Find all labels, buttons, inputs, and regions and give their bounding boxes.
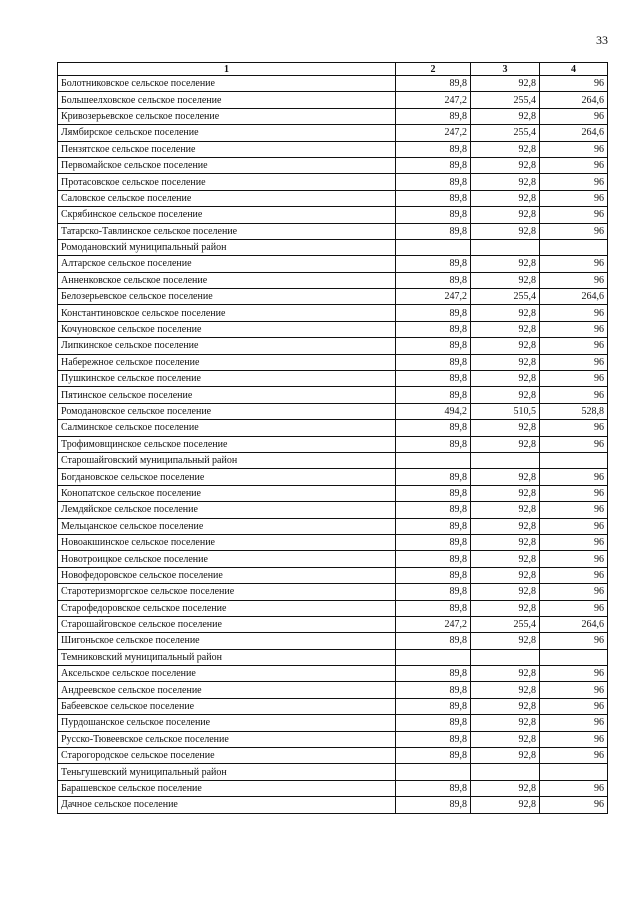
table-row — [58, 633, 608, 649]
value-col3-cell: 92,8 — [471, 190, 540, 206]
column-header: 4 — [540, 63, 608, 76]
value-col3-cell: 92,8 — [471, 551, 540, 567]
value-col3-cell: 255,4 — [471, 616, 540, 632]
table-row — [58, 666, 608, 682]
table-row — [58, 289, 608, 305]
settlement-name-cell: Трофимовщинское сельское поселение — [58, 436, 396, 452]
value-col3-cell: 92,8 — [471, 371, 540, 387]
settlement-name-cell: Кочуновское сельское поселение — [58, 321, 396, 337]
value-col2-cell: 89,8 — [396, 600, 471, 616]
value-col3-cell: 92,8 — [471, 108, 540, 124]
value-col3-cell: 92,8 — [471, 354, 540, 370]
settlement-name-cell: Скрябинское сельское поселение — [58, 207, 396, 223]
value-col3-cell: 92,8 — [471, 715, 540, 731]
settlement-name-cell: Большеелховское сельское поселение — [58, 92, 396, 108]
value-col4-cell: 264,6 — [540, 616, 608, 632]
value-col4-cell: 96 — [540, 371, 608, 387]
table-row — [58, 731, 608, 747]
value-col3-cell: 92,8 — [471, 207, 540, 223]
value-col2-cell: 89,8 — [396, 321, 471, 337]
value-col3-cell — [471, 239, 540, 255]
settlement-name-cell: Ромодановский муниципальный район — [58, 239, 396, 255]
table-row — [58, 518, 608, 534]
value-col2-cell — [396, 239, 471, 255]
value-col3-cell — [471, 764, 540, 780]
value-col4-cell: 96 — [540, 157, 608, 173]
settlement-name-cell: Татарско-Тавлинское сельское поселение — [58, 223, 396, 239]
table-row — [58, 190, 608, 206]
value-col2-cell: 89,8 — [396, 387, 471, 403]
value-col4-cell — [540, 452, 608, 468]
value-col2-cell: 89,8 — [396, 354, 471, 370]
value-col3-cell: 92,8 — [471, 272, 540, 288]
page-number: 33 — [596, 33, 608, 47]
table-row — [58, 141, 608, 157]
value-col4-cell — [540, 239, 608, 255]
value-col4-cell: 96 — [540, 256, 608, 272]
value-col4-cell: 96 — [540, 108, 608, 124]
settlement-name-cell: Теньгушевский муниципальный район — [58, 764, 396, 780]
settlement-name-cell: Конопатское сельское поселение — [58, 485, 396, 501]
value-col3-cell: 92,8 — [471, 338, 540, 354]
value-col4-cell: 96 — [540, 584, 608, 600]
value-col4-cell: 96 — [540, 272, 608, 288]
value-col2-cell: 89,8 — [396, 76, 471, 92]
table-row — [58, 797, 608, 813]
settlement-name-cell: Первомайское сельское поселение — [58, 157, 396, 173]
value-col2-cell: 89,8 — [396, 272, 471, 288]
table-row — [58, 305, 608, 321]
value-col2-cell: 89,8 — [396, 748, 471, 764]
value-col2-cell: 89,8 — [396, 174, 471, 190]
column-header: 3 — [471, 63, 540, 76]
table-row — [58, 715, 608, 731]
value-col2-cell: 89,8 — [396, 108, 471, 124]
value-col4-cell: 96 — [540, 518, 608, 534]
value-col2-cell: 89,8 — [396, 797, 471, 813]
table-body — [58, 76, 608, 814]
settlement-name-cell: Аксельское сельское поселение — [58, 666, 396, 682]
settlement-name-cell: Алтарское сельское поселение — [58, 256, 396, 272]
table-row — [58, 371, 608, 387]
value-col4-cell: 96 — [540, 76, 608, 92]
table-row — [58, 502, 608, 518]
value-col2-cell: 89,8 — [396, 534, 471, 550]
value-col2-cell: 89,8 — [396, 371, 471, 387]
value-col4-cell: 96 — [540, 436, 608, 452]
value-col2-cell: 89,8 — [396, 256, 471, 272]
value-col3-cell: 92,8 — [471, 436, 540, 452]
settlement-name-cell: Дачное сельское поселение — [58, 797, 396, 813]
value-col3-cell: 92,8 — [471, 387, 540, 403]
table-header-row — [58, 63, 608, 76]
value-col2-cell: 89,8 — [396, 715, 471, 731]
value-col3-cell: 92,8 — [471, 256, 540, 272]
value-col2-cell: 247,2 — [396, 616, 471, 632]
settlement-name-cell: Новофедоровское сельское поселение — [58, 567, 396, 583]
value-col2-cell: 89,8 — [396, 518, 471, 534]
value-col2-cell: 89,8 — [396, 223, 471, 239]
value-col4-cell: 96 — [540, 748, 608, 764]
settlement-name-cell: Салминское сельское поселение — [58, 420, 396, 436]
table-row — [58, 92, 608, 108]
settlement-name-cell: Старошайговский муниципальный район — [58, 452, 396, 468]
value-col2-cell — [396, 649, 471, 665]
value-col2-cell: 247,2 — [396, 289, 471, 305]
value-col3-cell: 92,8 — [471, 600, 540, 616]
value-col3-cell: 255,4 — [471, 92, 540, 108]
settlement-name-cell: Старогородское сельское поселение — [58, 748, 396, 764]
value-col2-cell: 89,8 — [396, 436, 471, 452]
table-row — [58, 436, 608, 452]
value-col4-cell: 96 — [540, 420, 608, 436]
table-row — [58, 682, 608, 698]
settlement-name-cell: Старотеризморгское сельское поселение — [58, 584, 396, 600]
value-col2-cell: 89,8 — [396, 584, 471, 600]
settlement-name-cell: Андреевское сельское поселение — [58, 682, 396, 698]
settlement-name-cell: Пятинское сельское поселение — [58, 387, 396, 403]
settlement-name-cell: Темниковский муниципальный район — [58, 649, 396, 665]
value-col2-cell: 494,2 — [396, 403, 471, 419]
settlement-name-cell: Бабеевское сельское поселение — [58, 698, 396, 714]
table-row — [58, 157, 608, 173]
table-row — [58, 567, 608, 583]
value-col3-cell: 92,8 — [471, 223, 540, 239]
table-row — [58, 338, 608, 354]
value-col4-cell: 264,6 — [540, 125, 608, 141]
value-col4-cell: 96 — [540, 551, 608, 567]
value-col2-cell: 89,8 — [396, 190, 471, 206]
value-col3-cell: 92,8 — [471, 76, 540, 92]
value-col2-cell: 89,8 — [396, 305, 471, 321]
value-col3-cell: 92,8 — [471, 174, 540, 190]
value-col3-cell: 255,4 — [471, 125, 540, 141]
table-row — [58, 698, 608, 714]
settlement-name-cell: Протасовское сельское поселение — [58, 174, 396, 190]
table-row — [58, 764, 608, 780]
settlement-name-cell: Старошайговское сельское поселение — [58, 616, 396, 632]
table-row — [58, 584, 608, 600]
value-col3-cell: 92,8 — [471, 780, 540, 796]
value-col2-cell: 89,8 — [396, 207, 471, 223]
value-col2-cell: 89,8 — [396, 551, 471, 567]
table-row — [58, 403, 608, 419]
table-row — [58, 272, 608, 288]
table-row — [58, 748, 608, 764]
value-col3-cell: 255,4 — [471, 289, 540, 305]
value-col4-cell: 96 — [540, 354, 608, 370]
table-row — [58, 469, 608, 485]
settlement-name-cell: Новоакшинское сельское поселение — [58, 534, 396, 550]
value-col4-cell: 96 — [540, 207, 608, 223]
value-col4-cell: 96 — [540, 485, 608, 501]
value-col3-cell: 92,8 — [471, 518, 540, 534]
table-row — [58, 354, 608, 370]
value-col2-cell: 89,8 — [396, 420, 471, 436]
value-col2-cell: 89,8 — [396, 469, 471, 485]
value-col4-cell: 96 — [540, 666, 608, 682]
table-row — [58, 174, 608, 190]
value-col4-cell: 96 — [540, 469, 608, 485]
settlement-name-cell: Лемдяйское сельское поселение — [58, 502, 396, 518]
table-row — [58, 600, 608, 616]
value-col3-cell: 92,8 — [471, 141, 540, 157]
value-col3-cell: 92,8 — [471, 321, 540, 337]
settlement-name-cell: Пурдошанское сельское поселение — [58, 715, 396, 731]
value-col3-cell — [471, 452, 540, 468]
settlement-name-cell: Мельцанское сельское поселение — [58, 518, 396, 534]
value-col2-cell: 89,8 — [396, 682, 471, 698]
table-row — [58, 239, 608, 255]
table-row — [58, 125, 608, 141]
value-col2-cell: 89,8 — [396, 157, 471, 173]
value-col4-cell: 96 — [540, 174, 608, 190]
value-col3-cell — [471, 649, 540, 665]
settlement-name-cell: Старофедоровское сельское поселение — [58, 600, 396, 616]
value-col4-cell: 96 — [540, 698, 608, 714]
table-row — [58, 207, 608, 223]
settlement-name-cell: Пензятское сельское поселение — [58, 141, 396, 157]
table-row — [58, 616, 608, 632]
value-col4-cell — [540, 649, 608, 665]
value-col2-cell: 89,8 — [396, 485, 471, 501]
table-row — [58, 76, 608, 92]
value-col3-cell: 92,8 — [471, 731, 540, 747]
settlement-name-cell: Набережное сельское поселение — [58, 354, 396, 370]
table-row — [58, 534, 608, 550]
value-col4-cell: 96 — [540, 682, 608, 698]
value-col4-cell: 528,8 — [540, 403, 608, 419]
value-col4-cell: 96 — [540, 633, 608, 649]
value-col3-cell: 92,8 — [471, 157, 540, 173]
value-col4-cell: 96 — [540, 305, 608, 321]
value-col3-cell: 92,8 — [471, 502, 540, 518]
value-col4-cell: 96 — [540, 567, 608, 583]
table-row — [58, 256, 608, 272]
value-col2-cell: 89,8 — [396, 698, 471, 714]
budget-table — [57, 62, 608, 814]
value-col4-cell: 96 — [540, 321, 608, 337]
settlement-name-cell: Ромодановское сельское поселение — [58, 403, 396, 419]
settlement-name-cell: Кривозерьевское сельское поселение — [58, 108, 396, 124]
value-col4-cell: 96 — [540, 190, 608, 206]
settlement-name-cell: Болотниковское сельское поселение — [58, 76, 396, 92]
value-col4-cell: 96 — [540, 502, 608, 518]
table-row — [58, 780, 608, 796]
value-col3-cell: 92,8 — [471, 567, 540, 583]
value-col2-cell: 89,8 — [396, 633, 471, 649]
value-col2-cell: 89,8 — [396, 731, 471, 747]
value-col2-cell — [396, 764, 471, 780]
settlement-name-cell: Русско-Тювеевское сельское поселение — [58, 731, 396, 747]
value-col3-cell: 92,8 — [471, 534, 540, 550]
settlement-name-cell: Константиновское сельское поселение — [58, 305, 396, 321]
settlement-name-cell: Пушкинское сельское поселение — [58, 371, 396, 387]
value-col4-cell: 96 — [540, 223, 608, 239]
value-col3-cell: 92,8 — [471, 682, 540, 698]
column-header: 1 — [58, 63, 396, 76]
value-col2-cell: 89,8 — [396, 141, 471, 157]
value-col2-cell — [396, 452, 471, 468]
value-col3-cell: 92,8 — [471, 698, 540, 714]
value-col4-cell: 96 — [540, 387, 608, 403]
value-col4-cell: 96 — [540, 338, 608, 354]
settlement-name-cell: Богдановское сельское поселение — [58, 469, 396, 485]
value-col4-cell: 96 — [540, 797, 608, 813]
value-col3-cell: 92,8 — [471, 748, 540, 764]
table-row — [58, 108, 608, 124]
value-col3-cell: 92,8 — [471, 420, 540, 436]
value-col3-cell: 92,8 — [471, 666, 540, 682]
value-col4-cell — [540, 764, 608, 780]
settlement-name-cell: Анненковское сельское поселение — [58, 272, 396, 288]
value-col2-cell: 89,8 — [396, 780, 471, 796]
value-col4-cell: 96 — [540, 731, 608, 747]
settlement-name-cell: Новотроицкое сельское поселение — [58, 551, 396, 567]
settlement-name-cell: Саловское сельское поселение — [58, 190, 396, 206]
value-col3-cell: 92,8 — [471, 584, 540, 600]
value-col3-cell: 92,8 — [471, 633, 540, 649]
value-col2-cell: 89,8 — [396, 666, 471, 682]
table-row — [58, 551, 608, 567]
settlement-name-cell: Липкинское сельское поселение — [58, 338, 396, 354]
value-col4-cell: 264,6 — [540, 289, 608, 305]
table-row — [58, 485, 608, 501]
value-col2-cell: 247,2 — [396, 92, 471, 108]
table-row — [58, 452, 608, 468]
value-col4-cell: 96 — [540, 534, 608, 550]
table-row — [58, 223, 608, 239]
value-col3-cell: 92,8 — [471, 305, 540, 321]
value-col2-cell: 247,2 — [396, 125, 471, 141]
table-row — [58, 321, 608, 337]
value-col2-cell: 89,8 — [396, 502, 471, 518]
table-row — [58, 649, 608, 665]
value-col3-cell: 92,8 — [471, 485, 540, 501]
value-col4-cell: 96 — [540, 780, 608, 796]
value-col3-cell: 510,5 — [471, 403, 540, 419]
settlement-name-cell: Белозерьевское сельское поселение — [58, 289, 396, 305]
settlement-name-cell: Лямбирское сельское поселение — [58, 125, 396, 141]
settlement-name-cell: Шигоньское сельское поселение — [58, 633, 396, 649]
settlement-name-cell: Барашевское сельское поселение — [58, 780, 396, 796]
value-col4-cell: 96 — [540, 141, 608, 157]
value-col3-cell: 92,8 — [471, 469, 540, 485]
value-col2-cell: 89,8 — [396, 338, 471, 354]
value-col2-cell: 89,8 — [396, 567, 471, 583]
value-col4-cell: 96 — [540, 600, 608, 616]
table-row — [58, 420, 608, 436]
column-header: 2 — [396, 63, 471, 76]
value-col4-cell: 264,6 — [540, 92, 608, 108]
table-row — [58, 387, 608, 403]
value-col3-cell: 92,8 — [471, 797, 540, 813]
value-col4-cell: 96 — [540, 715, 608, 731]
